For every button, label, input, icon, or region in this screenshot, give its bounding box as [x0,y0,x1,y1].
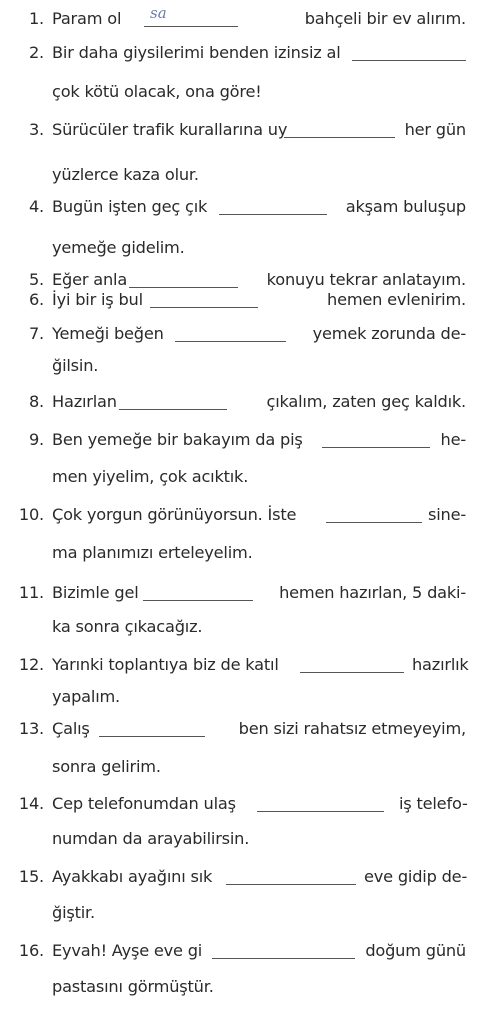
sentence-continuation: yüzlerce kaza olur. [52,165,199,184]
sentence-continuation: çok kötü olacak, ona göre! [52,82,262,101]
item-number: 8. [28,392,44,411]
sentence-end: bahçeli bir ev alırım. [304,9,466,28]
answer-blank[interactable] [143,600,253,601]
sentence-start: Yemeği beğen [52,324,164,343]
exercise-line [0,349,488,383]
exercise-line [0,750,488,784]
exercise-line [0,896,488,930]
sentence-start: Yarınki toplantıya biz de katıl [52,655,279,674]
sentence-continuation: yemeğe gidelim. [52,238,185,257]
item-number: 10. [18,505,44,524]
handwritten-answer: sa [150,4,167,22]
item-number: 12. [18,655,44,674]
sentence-end: her gün [404,120,466,139]
item-number: 4. [28,197,44,216]
sentence-start: İyi bir iş bul [52,290,143,309]
exercise-line [0,190,488,224]
answer-blank[interactable] [226,884,356,885]
exercise-line [0,536,488,570]
answer-blank[interactable] [352,60,466,61]
exercise-line [0,712,488,746]
exercise-line [0,680,488,714]
sentence-start: Hazırlan [52,392,117,411]
sentence-start: Çalış [52,719,90,738]
exercise-line [0,2,488,36]
item-number: 5. [28,270,44,289]
exercise-line [0,498,488,532]
sentence-start: Bizimle gel [52,583,139,602]
sentence-start: Eyvah! Ayşe eve gi [52,941,203,960]
exercise-line [0,934,488,968]
item-number: 15. [18,867,44,886]
item-number: 13. [18,719,44,738]
sentence-continuation: sonra gelirim. [52,757,161,776]
exercise-line [0,576,488,610]
sentence-end: hazırlık [412,655,469,674]
exercise-line [0,648,488,682]
answer-blank[interactable] [150,307,258,308]
sentence-continuation: pastasını görmüştür. [52,977,214,996]
sentence-start: Eğer anla [52,270,128,289]
exercise-line [0,860,488,894]
sentence-start: Ayakkabı ayağını sık [52,867,213,886]
sentence-end: hemen evlenirim. [327,290,466,309]
exercise-line [0,385,488,419]
sentence-end: iş telefo- [399,794,468,813]
exercise-line [0,970,488,1004]
sentence-end: ben sizi rahatsız etmeyeyim, [238,719,466,738]
sentence-continuation: ğiştir. [52,903,95,922]
item-number: 14. [18,794,44,813]
item-number: 11. [18,583,44,602]
item-number: 1. [28,9,44,28]
item-number: 2. [28,43,44,62]
sentence-end: doğum günü [365,941,466,960]
exercise-line [0,158,488,192]
sentence-end: çıkalım, zaten geç kaldık. [266,392,466,411]
sentence-continuation: ğilsin. [52,356,99,375]
sentence-start: Çok yorgun görünüyorsun. İste [52,505,297,524]
sentence-start: Cep telefonumdan ulaş [52,794,236,813]
answer-blank[interactable] [212,958,355,959]
exercise-line [0,36,488,70]
sentence-end: eve gidip de- [364,867,468,886]
answer-blank[interactable] [322,447,430,448]
answer-blank[interactable] [300,672,404,673]
sentence-end: akşam buluşup [345,197,466,216]
exercise-line [0,113,488,147]
exercise-line [0,787,488,821]
sentence-end: konuyu tekrar anlatayım. [266,270,466,289]
exercise-line [0,231,488,265]
answer-blank[interactable] [284,137,395,138]
sentence-start: Ben yemeğe bir bakayım da piş [52,430,303,449]
sentence-continuation: ma planımızı erteleyelim. [52,543,253,562]
sentence-end: hemen hazırlan, 5 daki- [279,583,466,602]
exercise-line [0,317,488,351]
item-number: 9. [28,430,44,449]
item-number: 3. [28,120,44,139]
sentence-continuation: ka sonra çıkacağız. [52,617,203,636]
item-number: 7. [28,324,44,343]
answer-blank[interactable] [99,736,205,737]
item-number: 16. [18,941,44,960]
exercise-line [0,610,488,644]
sentence-continuation: men yiyelim, çok acıktık. [52,467,249,486]
sentence-start: Param ol [52,9,122,28]
sentence-start: Bugün işten geç çık [52,197,208,216]
answer-blank[interactable] [326,522,422,523]
answer-blank[interactable] [219,214,327,215]
sentence-end: sine- [428,505,466,524]
answer-blank[interactable] [119,409,227,410]
exercise-line [0,283,488,317]
exercise-line [0,460,488,494]
sentence-continuation: numdan da arayabilirsin. [52,829,250,848]
exercise-line [0,423,488,457]
exercise-line [0,75,488,109]
sentence-continuation: yapalım. [52,687,121,706]
answer-blank[interactable] [257,811,384,812]
sentence-end: yemek zorunda de- [312,324,466,343]
exercise-line [0,822,488,856]
sentence-end: he- [440,430,466,449]
sentence-start: Sürücüler trafik kurallarına uy [52,120,288,139]
sentence-start: Bir daha giysilerimi benden izinsiz al [52,43,341,62]
item-number: 6. [28,290,44,309]
answer-blank[interactable] [175,341,286,342]
